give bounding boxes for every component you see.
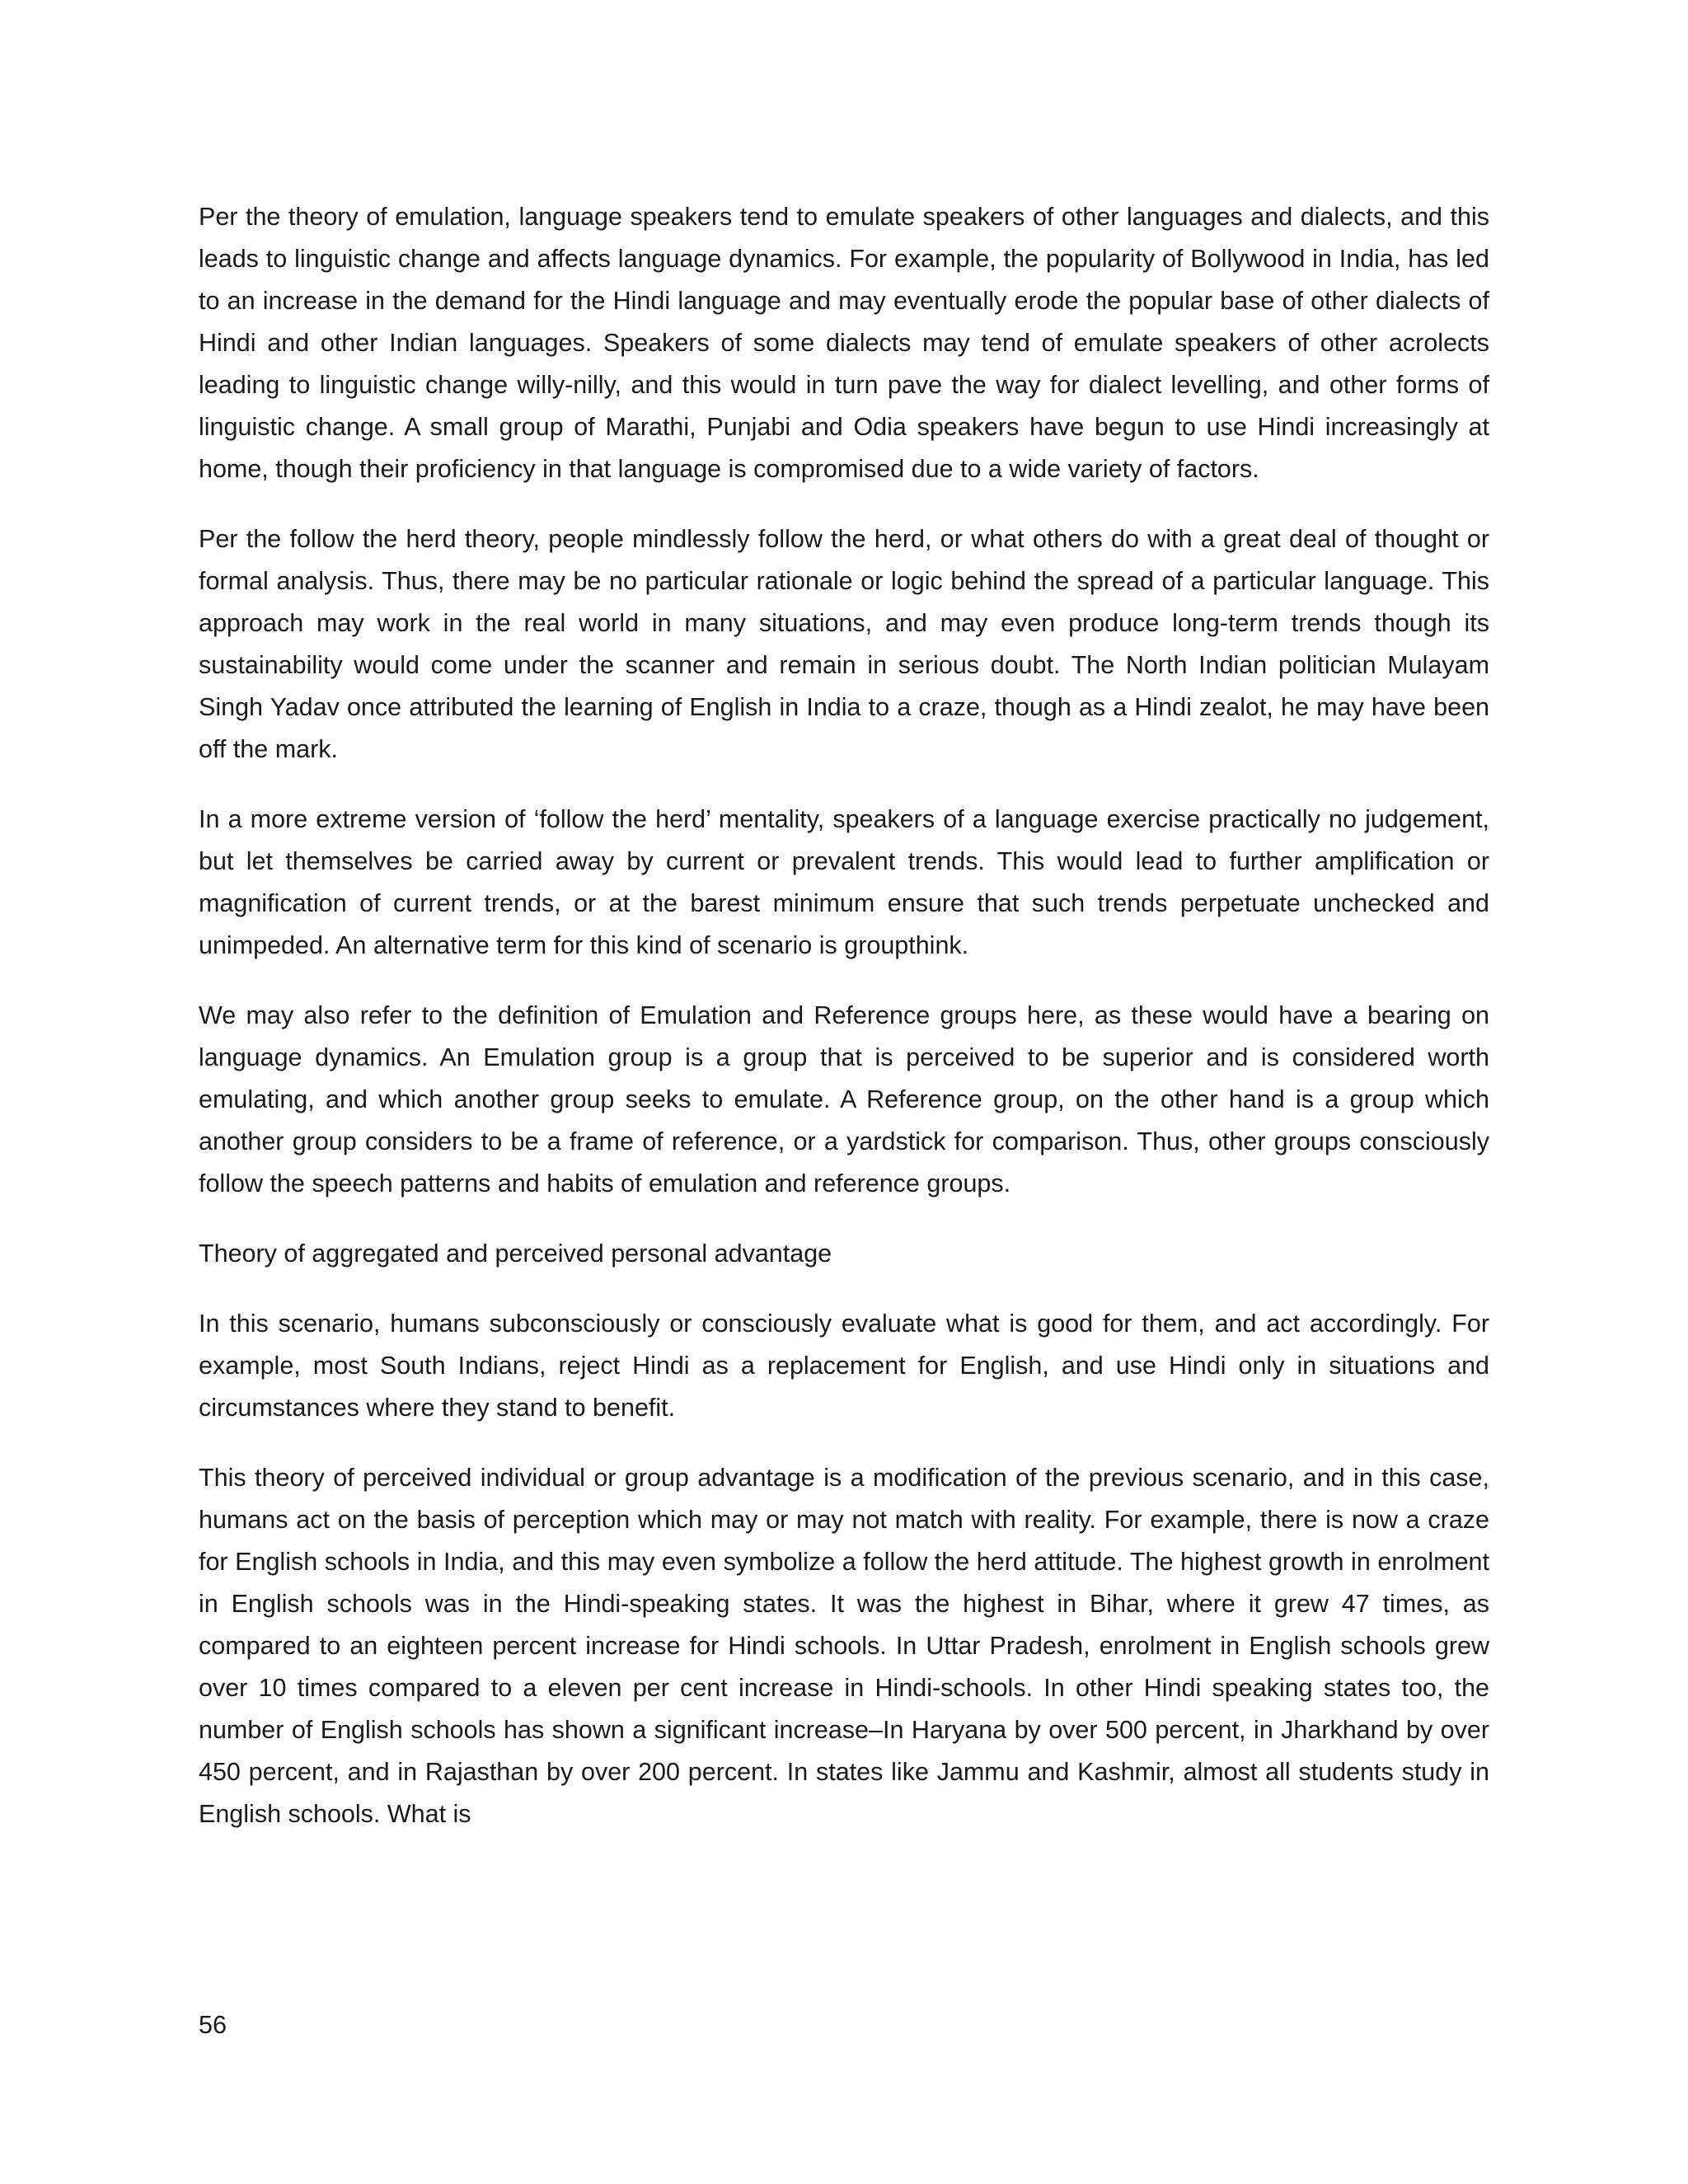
- paragraph-personal-advantage: In this scenario, humans subconsciously or consciously evaluate what is good for them, and act accordingly. For example, most South Indians, reject Hindi as a replacement for English, and use Hindi only in situations and circumstances where they stand to benefit.: [199, 1310, 1489, 1422]
- page-number: 56: [199, 2011, 227, 2039]
- document-body: [199, 196, 1489, 1863]
- paragraph-emulation-theory: Per the theory of emulation, language speakers tend to emulate speakers of other languages and dialects, and this leads to linguistic change and affects language dynamics. For example, the popularity of Bollywood in India, has led to an increase in the demand for the Hindi language and may eventually erode the popular base of other dialects of Hindi and other Indian languages. Speakers of some dialects may tend of emulate speakers of other acrolects leading to linguistic change willy-nilly, and this would in turn pave the way for dialect levelling, and other forms of linguistic change. A small group of Marathi, Punjabi and Odia speakers have begun to use Hindi increasingly at home, though their proficiency in that language is compromised due to a wide variety of factors.: [199, 203, 1489, 483]
- section-heading: Theory of aggregated and perceived personal advantage: [199, 1240, 832, 1268]
- paragraph-follow-the-herd: Per the follow the herd theory, people mindlessly follow the herd, or what others do with a great deal of thought or formal analysis. Thus, there may be no particular rationale or logic behind the spread of a particular language. This approach may work in the real world in many situations, and may even produce long-term trends though its sustainability would come under the scanner and remain in serious doubt. The North Indian politician Mulayam Singh Yadav once attributed the learning of English in India to a craze, though as a Hindi zealot, he may have been off the mark.: [199, 525, 1489, 763]
- paragraph-emulation-reference-groups: We may also refer to the definition of Emulation and Reference groups here, as these would have a bearing on language dynamics. An Emulation group is a group that is perceived to be superior and is considered worth emulating, and which another group seeks to emulate. A Reference group, on the other hand is a group which another group considers to be a frame of reference, or a yardstick for comparison. Thus, other groups consciously follow the speech patterns and habits of emulation and reference groups.: [199, 1001, 1489, 1197]
- paragraph-groupthink: In a more extreme version of ‘follow the herd’ mentality, speakers of a language exercise practically no judgement, but let themselves be carried away by current or prevalent trends. This would lead to further amplification or magnification of current trends, or at the barest minimum ensure that such trends perpetuate unchecked and unimpeded. An alternative term for this kind of scenario is groupthink.: [199, 805, 1489, 959]
- paragraph-perceived-advantage: This theory of perceived individual or group advantage is a modification of the previous scenario, and in this case, humans act on the basis of perception which may or may not match with reality. For example, there is now a craze for English schools in India, and this may even symbolize a follow the herd attitude. The highest growth in enrolment in English schools was in the Hindi-speaking states. It was the highest in Bihar, where it grew 47 times, as compared to an eighteen percent increase for Hindi schools. In Uttar Pradesh, enrolment in English schools grew over 10 times compared to a eleven per cent increase in Hindi-schools. In other Hindi speaking states too, the number of English schools has shown a significant increase–In Haryana by over 500 percent, in Jharkhand by over 450 percent, and in Rajasthan by over 200 percent. In states like Jammu and Kashmir, almost all students study in English schools. What is: [199, 1464, 1489, 1828]
